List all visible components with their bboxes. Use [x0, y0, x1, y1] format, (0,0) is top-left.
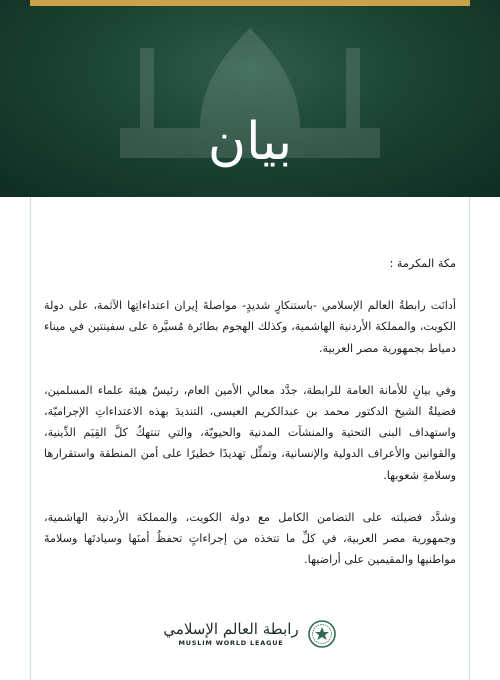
footer-logo — [0, 614, 500, 654]
header-banner — [0, 0, 500, 197]
logo-english-text: MUSLIM WORLD LEAGUE — [178, 639, 284, 647]
statement-body — [44, 253, 456, 591]
statement-paragraph-2: وفي بيانٍ للأمانة العامة للرابطة، جدَّد معالي الأمين العام، رئيسُ هيئة علماء المسلمين، فضيلةُ الشيخ الدكتور محمد بن عبدالكريم العيسى، التنديدَ بهذه الاعتداءاتِ الإجراميّة، واستهداف البنى التحتية والمنشآت المدنية والحيويّة، والتي تنتهكُ كلَّ القِيَم الدِّينية، والقوانين والأعراف الدولية والإنسانية، وتمثِّل تهديدًا خطيرًا على أمن المنطقة واستقرارها وسلامةِ شعوبها. — [44, 383, 456, 482]
statement-paragraph-1: أدانَت رابطةُ العالم الإسلامي -باستنكارٍ شديدٍ- مواصلةَ إيران اعتداءاتِها الآثمة، على دولة الكويت، والمملكة الأردنية الهاشمية، وكذلك الهجوم بطائرة مُسيَّرة على سفينتين في ميناء دمياط بجمهورية مصر العربية. — [44, 299, 456, 355]
mwl-emblem-icon — [307, 619, 337, 649]
logo-wordmark — [163, 620, 298, 648]
statement-paragraph-3: وشدَّد فضيلته على التضامن الكامل مع دولة الكويت، والمملكة الأردنية الهاشمية، وجمهورية مصر العربية، في كلِّ ما تتخذه من إجراءاتٍ تحفظُ أمنَها وسيادتَها وسلامةَ مواطنيها والمقيمين على أراضيها. — [44, 510, 456, 567]
page-title: بيان — [207, 112, 293, 172]
statement-location: مكة المكرمة : — [389, 257, 456, 270]
gold-accent-bar — [30, 0, 470, 6]
logo-arabic-text: رابطة العالم الإسلامي — [163, 620, 299, 638]
